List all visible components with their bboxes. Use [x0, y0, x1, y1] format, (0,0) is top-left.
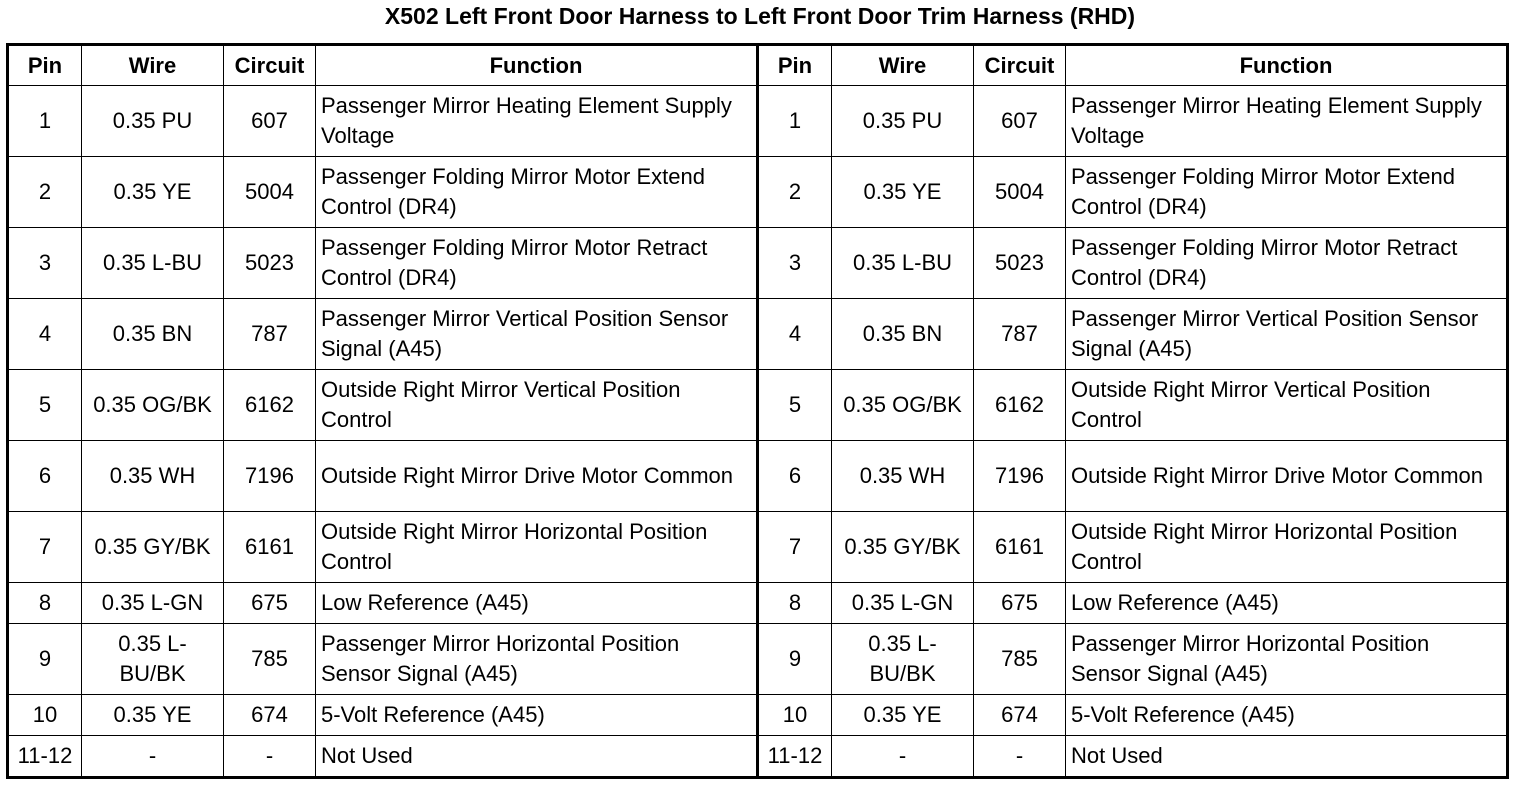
wire-cell: 0.35 YE: [82, 695, 224, 736]
header-pin: Pin: [8, 45, 82, 86]
header-pin: Pin: [758, 45, 832, 86]
circuit-cell: 5023: [974, 228, 1066, 299]
function-cell: Passenger Mirror Heating Element Supply Voltage: [1066, 86, 1508, 157]
wire-cell: 0.35 BN: [82, 299, 224, 370]
pin-cell: 1: [8, 86, 82, 157]
circuit-cell: 607: [224, 86, 316, 157]
table-row: [8, 512, 1508, 583]
header-wire: Wire: [82, 45, 224, 86]
circuit-cell: 6162: [974, 370, 1066, 441]
wire-cell: 0.35 L-GN: [82, 583, 224, 624]
function-cell: Passenger Folding Mirror Motor Extend Control (DR4): [1066, 157, 1508, 228]
circuit-cell: 7196: [974, 441, 1066, 512]
wire-cell: 0.35 OG/BK: [82, 370, 224, 441]
wire-cell: 0.35 GY/BK: [82, 512, 224, 583]
circuit-cell: 785: [974, 624, 1066, 695]
header-circuit: Circuit: [974, 45, 1066, 86]
pin-cell: 10: [8, 695, 82, 736]
header-function: Function: [316, 45, 758, 86]
wire-cell: 0.35 WH: [832, 441, 974, 512]
circuit-cell: 674: [974, 695, 1066, 736]
table-row: [8, 441, 1508, 512]
circuit-cell: 5004: [974, 157, 1066, 228]
wire-cell: 0.35 WH: [82, 441, 224, 512]
pinout-table: [6, 43, 1509, 779]
table-row: [8, 228, 1508, 299]
function-cell: Outside Right Mirror Vertical Position Control: [1066, 370, 1508, 441]
circuit-cell: 5023: [224, 228, 316, 299]
function-cell: Passenger Folding Mirror Motor Retract Control (DR4): [1066, 228, 1508, 299]
pin-cell: 4: [758, 299, 832, 370]
table-row: [8, 624, 1508, 695]
wire-cell: 0.35 L-GN: [832, 583, 974, 624]
circuit-cell: 674: [224, 695, 316, 736]
wire-cell: 0.35 YE: [832, 695, 974, 736]
circuit-cell: 785: [224, 624, 316, 695]
function-cell: Passenger Folding Mirror Motor Retract Control (DR4): [316, 228, 758, 299]
pin-cell: 3: [8, 228, 82, 299]
circuit-cell: -: [224, 736, 316, 778]
table-row: [8, 157, 1508, 228]
pin-cell: 8: [8, 583, 82, 624]
pin-cell: 6: [758, 441, 832, 512]
function-cell: Passenger Mirror Vertical Position Sensor Signal (A45): [1066, 299, 1508, 370]
circuit-cell: 6162: [224, 370, 316, 441]
pin-cell: 8: [758, 583, 832, 624]
wire-cell: 0.35 GY/BK: [832, 512, 974, 583]
circuit-cell: 6161: [224, 512, 316, 583]
wire-cell: 0.35 YE: [82, 157, 224, 228]
function-cell: Passenger Mirror Horizontal Position Sensor Signal (A45): [1066, 624, 1508, 695]
pin-cell: 11-12: [8, 736, 82, 778]
document-title: X502 Left Front Door Harness to Left Front Door Trim Harness (RHD): [384, 3, 1136, 29]
pin-cell: 2: [8, 157, 82, 228]
wire-cell: 0.35 PU: [832, 86, 974, 157]
header-circuit: Circuit: [224, 45, 316, 86]
table-row: [8, 86, 1508, 157]
circuit-cell: 7196: [224, 441, 316, 512]
function-cell: Outside Right Mirror Drive Motor Common: [1066, 441, 1508, 512]
circuit-cell: 607: [974, 86, 1066, 157]
pin-cell: 7: [758, 512, 832, 583]
circuit-cell: 787: [224, 299, 316, 370]
pin-cell: 10: [758, 695, 832, 736]
function-cell: Passenger Folding Mirror Motor Extend Control (DR4): [316, 157, 758, 228]
pin-cell: 5: [758, 370, 832, 441]
function-cell: Passenger Mirror Vertical Position Sensor Signal (A45): [316, 299, 758, 370]
wire-cell: 0.35 L-BU/BK: [832, 624, 974, 695]
pin-cell: 4: [8, 299, 82, 370]
table-row: [8, 299, 1508, 370]
table-row: [8, 695, 1508, 736]
wire-cell: 0.35 BN: [832, 299, 974, 370]
function-cell: 5-Volt Reference (A45): [316, 695, 758, 736]
table-row: [8, 583, 1508, 624]
pin-cell: 11-12: [758, 736, 832, 778]
header-row: [8, 45, 1508, 86]
function-cell: Passenger Mirror Heating Element Supply Voltage: [316, 86, 758, 157]
circuit-cell: 787: [974, 299, 1066, 370]
function-cell: Not Used: [1066, 736, 1508, 778]
pin-cell: 7: [8, 512, 82, 583]
function-cell: Low Reference (A45): [1066, 583, 1508, 624]
wire-cell: 0.35 L-BU/BK: [82, 624, 224, 695]
pin-cell: 2: [758, 157, 832, 228]
wire-cell: 0.35 YE: [832, 157, 974, 228]
wire-cell: -: [832, 736, 974, 778]
wire-cell: 0.35 L-BU: [82, 228, 224, 299]
circuit-cell: 5004: [224, 157, 316, 228]
pin-cell: 9: [758, 624, 832, 695]
wire-cell: 0.35 L-BU: [832, 228, 974, 299]
pin-cell: 9: [8, 624, 82, 695]
table-row: [8, 736, 1508, 778]
wire-cell: 0.35 PU: [82, 86, 224, 157]
circuit-cell: 675: [224, 583, 316, 624]
circuit-cell: 675: [974, 583, 1066, 624]
function-cell: Not Used: [316, 736, 758, 778]
circuit-cell: 6161: [974, 512, 1066, 583]
function-cell: Outside Right Mirror Drive Motor Common: [316, 441, 758, 512]
function-cell: 5-Volt Reference (A45): [1066, 695, 1508, 736]
function-cell: Outside Right Mirror Vertical Position Control: [316, 370, 758, 441]
header-function: Function: [1066, 45, 1508, 86]
function-cell: Outside Right Mirror Horizontal Position Control: [316, 512, 758, 583]
function-cell: Passenger Mirror Horizontal Position Sensor Signal (A45): [316, 624, 758, 695]
pin-cell: 6: [8, 441, 82, 512]
function-cell: Outside Right Mirror Horizontal Position Control: [1066, 512, 1508, 583]
function-cell: Low Reference (A45): [316, 583, 758, 624]
wire-cell: -: [82, 736, 224, 778]
header-wire: Wire: [832, 45, 974, 86]
pin-cell: 5: [8, 370, 82, 441]
pin-cell: 3: [758, 228, 832, 299]
wire-cell: 0.35 OG/BK: [832, 370, 974, 441]
table-row: [8, 370, 1508, 441]
circuit-cell: -: [974, 736, 1066, 778]
pin-cell: 1: [758, 86, 832, 157]
